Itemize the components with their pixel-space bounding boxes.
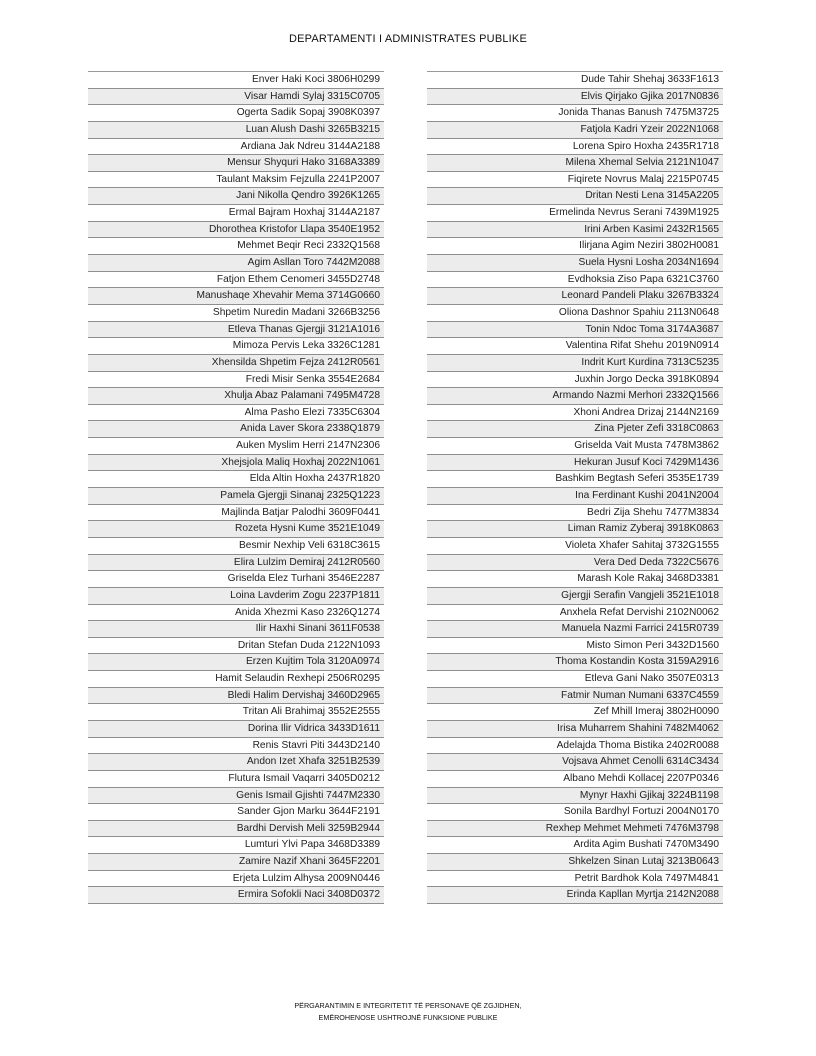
list-item: Jani Nikolla Qendro 3926K1265 [88, 188, 384, 205]
list-item: Anida Xhezmi Kaso 2326Q1274 [88, 605, 384, 622]
list-item: Fredi Misir Senka 3554E2684 [88, 372, 384, 389]
list-item: Juxhin Jorgo Decka 3918K0894 [427, 372, 723, 389]
footer [0, 1000, 816, 1024]
list-item: Armando Nazmi Merhori 2332Q1566 [427, 388, 723, 405]
list-item: Majlinda Batjar Palodhi 3609F0441 [88, 505, 384, 522]
list-item: Fatjon Ethem Cenomeri 3455D2748 [88, 272, 384, 289]
list-item: Sonila Bardhyl Fortuzi 2004N0170 [427, 804, 723, 821]
list-item: Anxhela Refat Dervishi 2102N0062 [427, 605, 723, 622]
list-item: Liman Ramiz Zyberaj 3918K0863 [427, 521, 723, 538]
list-item: Enver Haki Koci 3806H0299 [88, 72, 384, 89]
list-item: Rozeta Hysni Kume 3521E1049 [88, 521, 384, 538]
list-item: Shpetim Nuredin Madani 3266B3256 [88, 305, 384, 322]
list-item: Manuela Nazmi Farrici 2415R0739 [427, 621, 723, 638]
list-item: Adelajda Thoma Bistika 2402R0088 [427, 738, 723, 755]
list-item: Xhejsjola Maliq Hoxhaj 2022N1061 [88, 455, 384, 472]
list-item: Shkelzen Sinan Lutaj 3213B0643 [427, 854, 723, 871]
list-item: Leonard Pandeli Plaku 3267B3324 [427, 288, 723, 305]
list-item: Hamit Selaudin Rexhepi 2506R0295 [88, 671, 384, 688]
list-item: Ilirjana Agim Neziri 3802H0081 [427, 238, 723, 255]
list-item: Petrit Bardhok Kola 7497M4841 [427, 871, 723, 888]
list-item: Bashkim Begtash Seferi 3535E1739 [427, 471, 723, 488]
list-item: Andon Izet Xhafa 3251B2539 [88, 754, 384, 771]
list-item: Tonin Ndoc Toma 3174A3687 [427, 322, 723, 339]
list-item: Alma Pasho Elezi 7335C6304 [88, 405, 384, 422]
list-item: Lorena Spiro Hoxha 2435R1718 [427, 139, 723, 156]
list-item: Oliona Dashnor Spahiu 2113N0648 [427, 305, 723, 322]
list-item: Mimoza Pervis Leka 3326C1281 [88, 338, 384, 355]
list-item: Violeta Xhafer Sahitaj 3732G1555 [427, 538, 723, 555]
list-item: Tritan Ali Brahimaj 3552E2555 [88, 704, 384, 721]
list-item: Elvis Qirjako Gjika 2017N0836 [427, 89, 723, 106]
list-item: Flutura Ismail Vaqarri 3405D0212 [88, 771, 384, 788]
list-item: Rexhep Mehmet Mehmeti 7476M3798 [427, 821, 723, 838]
list-item: Mynyr Haxhi Gjikaj 3224B1198 [427, 788, 723, 805]
list-item: Pamela Gjergji Sinanaj 2325Q1223 [88, 488, 384, 505]
list-item: Ermal Bajram Hoxhaj 3144A2187 [88, 205, 384, 222]
list-item: Suela Hysni Losha 2034N1694 [427, 255, 723, 272]
list-item: Sander Gjon Marku 3644F2191 [88, 804, 384, 821]
footer-line-1: PËRGARANTIMIN E INTEGRITETIT TË PERSONAVE QË ZGJIDHEN, [294, 1001, 522, 1010]
list-item: Mehmet Beqir Reci 2332Q1568 [88, 238, 384, 255]
list-item: Manushaqe Xhevahir Mema 3714G0660 [88, 288, 384, 305]
list-item: Valentina Rifat Shehu 2019N0914 [427, 338, 723, 355]
list-item: Xhulja Abaz Palamani 7495M4728 [88, 388, 384, 405]
list-item: Dritan Nesti Lena 3145A2205 [427, 188, 723, 205]
list-item: Dorina Ilir Vidrica 3433D1611 [88, 721, 384, 738]
list-item: Mensur Shyquri Hako 3168A3389 [88, 155, 384, 172]
list-item: Ermelinda Nevrus Serani 7439M1925 [427, 205, 723, 222]
list-item: Hekuran Jusuf Koci 7429M1436 [427, 455, 723, 472]
list-item: Irisa Muharrem Shahini 7482M4062 [427, 721, 723, 738]
footer-line-2: EMËROHENOSE USHTROJNË FUNKSIONE PUBLIKE [318, 1013, 498, 1022]
list-item: Fatmir Numan Numani 6337C4559 [427, 688, 723, 705]
list-item: Bardhi Dervish Meli 3259B2944 [88, 821, 384, 838]
list-item: Misto Simon Peri 3432D1560 [427, 638, 723, 655]
list-item: Milena Xhemal Selvia 2121N1047 [427, 155, 723, 172]
list-item: Vojsava Ahmet Cenolli 6314C3434 [427, 754, 723, 771]
list-item: Fiqirete Novrus Malaj 2215P0745 [427, 172, 723, 189]
list-item: Jonida Thanas Banush 7475M3725 [427, 105, 723, 122]
list-item: Auken Myslim Herri 2147N2306 [88, 438, 384, 455]
list-item: Ina Ferdinant Kushi 2041N2004 [427, 488, 723, 505]
list-item: Dhorothea Kristofor Llapa 3540E1952 [88, 222, 384, 239]
list-item: Taulant Maksim Fejzulla 2241P2007 [88, 172, 384, 189]
list-item: Fatjola Kadri Yzeir 2022N1068 [427, 122, 723, 139]
list-item: Anida Laver Skora 2338Q1879 [88, 421, 384, 438]
list-item: Ilir Haxhi Sinani 3611F0538 [88, 621, 384, 638]
list-item: Luan Alush Dashi 3265B3215 [88, 122, 384, 139]
list-item: Genis Ismail Gjishti 7447M2330 [88, 788, 384, 805]
list-item: Renis Stavri Piti 3443D2140 [88, 738, 384, 755]
list-item: Erjeta Lulzim Alhysa 2009N0446 [88, 871, 384, 888]
list-item: Marash Kole Rakaj 3468D3381 [427, 571, 723, 588]
list-item: Irini Arben Kasimi 2432R1565 [427, 222, 723, 239]
list-item: Zef Mhill Imeraj 3802H0090 [427, 704, 723, 721]
list-item: Ermira Sofokli Naci 3408D0372 [88, 887, 384, 904]
list-item: Visar Hamdi Sylaj 3315C0705 [88, 89, 384, 106]
list-item: Agim Asllan Toro 7442M2088 [88, 255, 384, 272]
list-item: Etleva Thanas Gjergji 3121A1016 [88, 322, 384, 339]
list-item: Zamire Nazif Xhani 3645F2201 [88, 854, 384, 871]
list-item: Xhoni Andrea Drizaj 2144N2169 [427, 405, 723, 422]
list-item: Zina Pjeter Zefi 3318C0863 [427, 421, 723, 438]
list-item: Evdhoksia Ziso Papa 6321C3760 [427, 272, 723, 289]
list-item: Elda Altin Hoxha 2437R1820 [88, 471, 384, 488]
list-item: Indrit Kurt Kurdina 7313C5235 [427, 355, 723, 372]
list-item: Griselda Elez Turhani 3546E2287 [88, 571, 384, 588]
list-item: Albano Mehdi Kollacej 2207P0346 [427, 771, 723, 788]
list-item: Erzen Kujtim Tola 3120A0974 [88, 654, 384, 671]
list-item: Vera Ded Deda 7322C5676 [427, 555, 723, 572]
list-item: Ardita Agim Bushati 7470M3490 [427, 837, 723, 854]
list-item: Lumturi Ylvi Papa 3468D3389 [88, 837, 384, 854]
list-item: Besmir Nexhip Veli 6318C3615 [88, 538, 384, 555]
list-item: Gjergji Serafin Vangjeli 3521E1018 [427, 588, 723, 605]
list-item: Bledi Halim Dervishaj 3460D2965 [88, 688, 384, 705]
list-item: Etleva Gani Nako 3507E0313 [427, 671, 723, 688]
list-item: Ardiana Jak Ndreu 3144A2188 [88, 139, 384, 156]
left-column [88, 71, 384, 904]
page-title: DEPARTAMENTI I ADMINISTRATES PUBLIKE [288, 33, 528, 45]
list-item: Thoma Kostandin Kosta 3159A2916 [427, 654, 723, 671]
list-item: Loina Lavderim Zogu 2237P1811 [88, 588, 384, 605]
list-item: Griselda Vait Musta 7478M3862 [427, 438, 723, 455]
right-column [427, 71, 723, 904]
list-item: Bedri Zija Shehu 7477M3834 [427, 505, 723, 522]
list-item: Dritan Stefan Duda 2122N1093 [88, 638, 384, 655]
list-item: Elira Lulzim Demiraj 2412R0560 [88, 555, 384, 572]
list-item: Xhensilda Shpetim Fejza 2412R0561 [88, 355, 384, 372]
list-item: Dude Tahir Shehaj 3633F1613 [427, 72, 723, 89]
list-item: Ogerta Sadik Sopaj 3908K0397 [88, 105, 384, 122]
list-item: Erinda Kapllan Myrtja 2142N2088 [427, 887, 723, 904]
